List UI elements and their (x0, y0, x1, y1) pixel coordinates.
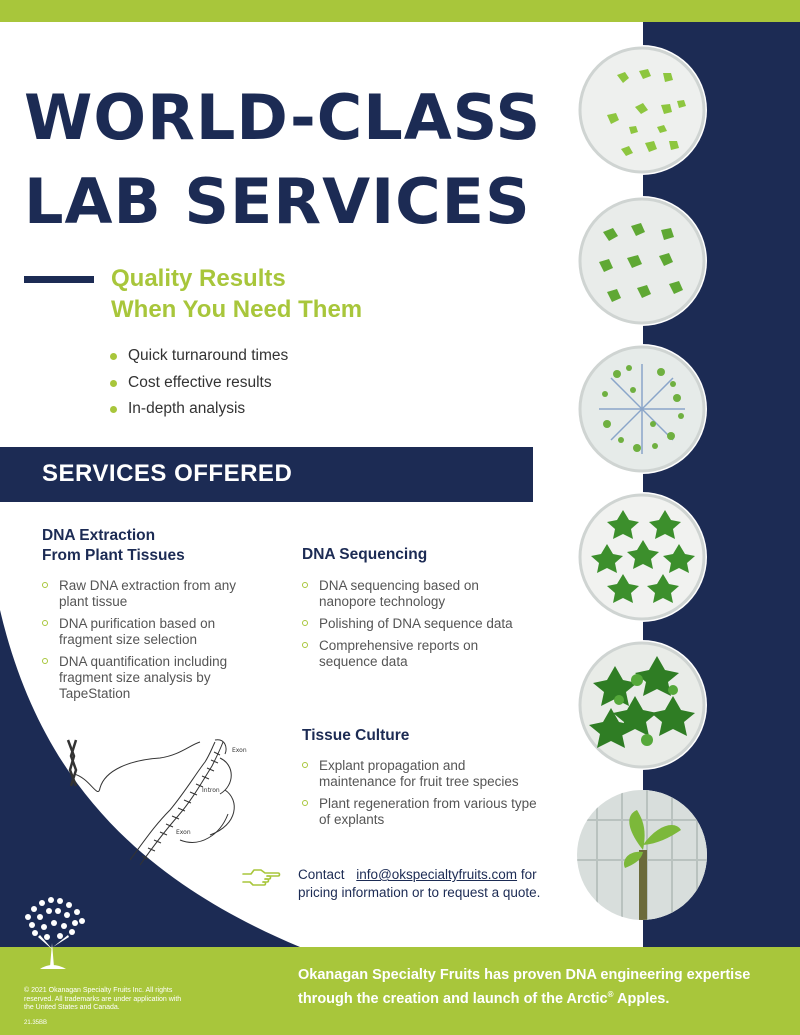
contact-info (298, 866, 548, 902)
tree-logo-icon (20, 895, 88, 973)
list-item: Explant propagation and maintenance for fruit tree species (302, 758, 537, 790)
petri-dish-image-5 (577, 640, 707, 770)
exon-label-bottom: Exon (176, 829, 191, 836)
benefit-item: In-depth analysis (110, 396, 288, 423)
dna-extraction-list (42, 578, 267, 708)
tissue-culture-list (302, 758, 537, 834)
footer-statement (298, 965, 798, 1009)
page-title (24, 76, 541, 244)
copyright-notice: © 2021 Okanagan Specialty Fruits Inc. All rights reserved. All trademarks are under application with the United States and Canada. (24, 987, 182, 1011)
services-heading: SERVICES OFFERED (42, 460, 293, 487)
dna-helix-illustration (60, 730, 275, 870)
exon-label-top: Exon (232, 747, 247, 754)
tissue-culture-title: Tissue Culture (302, 727, 410, 744)
footer-text-main: Okanagan Specialty Fruits has proven DNA engineering expertise through the creation and launch of the Arctic (298, 967, 751, 1007)
title-line-2: LAB SERVICES (24, 165, 531, 238)
title-line-1: WORLD-CLASS (24, 81, 542, 154)
dna-extraction-title-line-1: DNA Extraction (42, 527, 156, 544)
contact-email-link[interactable]: info@okspecialtyfruits.com (356, 867, 518, 882)
dna-sequencing-list (302, 578, 537, 676)
list-item: Raw DNA extraction from any plant tissue (42, 578, 267, 610)
contact-prefix: Contact (298, 867, 345, 882)
list-item: DNA purification based on fragment size selection (42, 616, 267, 648)
subtitle-line-2: When You Need Them (111, 296, 363, 323)
petri-dish-image-1 (577, 45, 707, 175)
subtitle-dash (24, 276, 94, 283)
services-banner (0, 447, 533, 502)
benefits-list (110, 343, 288, 423)
petri-dish-image-3 (577, 344, 707, 474)
pointing-hand-icon (241, 866, 281, 888)
list-item: Plant regeneration from various type of explants (302, 796, 537, 828)
dna-sequencing-title: DNA Sequencing (302, 546, 428, 563)
footer-text-end: Apples. (613, 990, 670, 1007)
subtitle-line-1: Quality Results (111, 265, 286, 292)
subtitle (111, 263, 362, 325)
list-item: Polishing of DNA sequence data (302, 616, 537, 632)
intron-label: Intron (202, 787, 220, 794)
footer-registered-mark: ® (607, 990, 614, 999)
greenhouse-plant-image (577, 790, 707, 920)
list-item: DNA quantification including fragment size analysis by TapeStation (42, 654, 267, 702)
petri-dish-image-2 (577, 196, 707, 326)
dna-extraction-title-line-2: From Plant Tissues (42, 547, 185, 564)
list-item: Comprehensive reports on sequence data (302, 638, 537, 670)
document-code: 21.35BB (24, 1020, 48, 1026)
dna-extraction-title (42, 526, 185, 566)
list-item: DNA sequencing based on nanopore technology (302, 578, 537, 610)
contact-suffix: for pricing information or to request a quote. (298, 867, 541, 900)
benefit-item: Cost effective results (110, 370, 288, 397)
petri-dish-image-4 (577, 492, 707, 622)
benefit-item: Quick turnaround times (110, 343, 288, 370)
